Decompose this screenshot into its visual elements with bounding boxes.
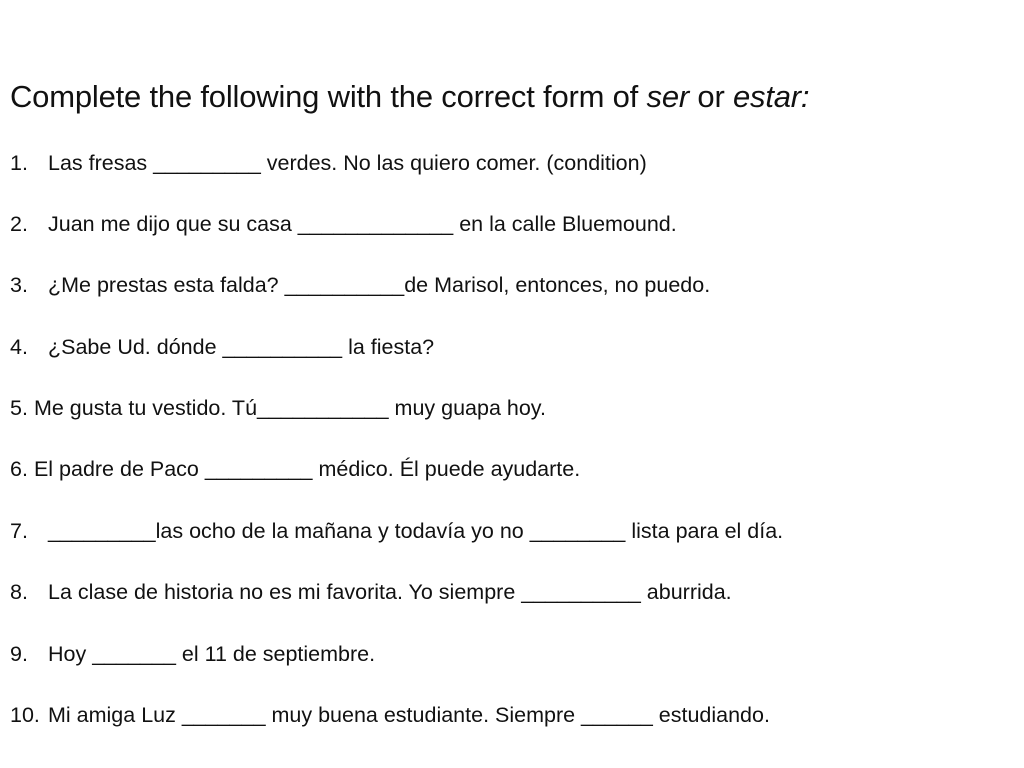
item-number: 6. [10, 457, 28, 481]
item-text-after: lista para el día. [625, 519, 784, 543]
item-number: 2. [10, 212, 28, 236]
item-text-before: El padre de Paco [33, 457, 205, 481]
item-text-after: de Marisol, entonces, no puedo. [404, 273, 711, 297]
exercise-item-5 [10, 395, 546, 421]
answer-blank: _________ [48, 519, 156, 543]
exercise-item-9 [10, 641, 375, 667]
item-number: 10. [10, 703, 40, 727]
item-number: 7. [10, 519, 28, 543]
answer-blank: __________ [222, 335, 343, 359]
item-text-after: la fiesta? [342, 335, 435, 359]
exercise-item-10 [10, 702, 770, 728]
item-text: Las fresas _________ verdes. No las quiero comer. (condition) [48, 151, 647, 175]
item-text-after: médico. Él puede ayudarte. [312, 457, 581, 481]
item-number: 4. [10, 335, 28, 359]
item-text-after: muy guapa hoy. [388, 396, 546, 420]
exercise-item-8 [10, 579, 732, 605]
item-text-before: Me gusta tu vestido. Tú [33, 396, 258, 420]
answer-blank: __________ [284, 273, 405, 297]
answer-blank: _________ [204, 457, 313, 481]
item-number: 1. [10, 151, 28, 175]
exercise-item-7 [10, 518, 783, 544]
item-number: 5. [10, 396, 28, 420]
answer-blank: ___________ [257, 396, 389, 420]
item-text: Mi amiga Luz _______ muy buena estudiante. Siempre ______ estudiando. [48, 703, 770, 727]
item-text-before: ¿Sabe Ud. dónde [48, 335, 223, 359]
item-text: Juan me dijo que su casa _____________ en la calle Bluemound. [48, 212, 677, 236]
answer-blank: ________ [529, 519, 626, 543]
title-or: or [688, 79, 733, 114]
title-text: Complete the following with the correct form of [10, 79, 647, 114]
item-text: Hoy _______ el 11 de septiembre. [48, 642, 376, 666]
item-text-before: ¿Me prestas esta falda? [48, 273, 285, 297]
title-ser: ser [646, 79, 689, 114]
item-number: 3. [10, 273, 28, 297]
exercise-item-2 [10, 211, 677, 237]
item-number: 8. [10, 580, 28, 604]
item-number: 9. [10, 642, 28, 666]
title-estar: estar: [732, 79, 810, 114]
exercise-item-6 [10, 456, 580, 482]
exercise-item-3 [10, 272, 710, 298]
exercise-item-1 [10, 150, 647, 176]
worksheet-title [10, 78, 809, 116]
exercise-item-4 [10, 334, 434, 360]
item-text-middle: las ocho de la mañana y todavía yo no [155, 519, 530, 543]
item-text: La clase de historia no es mi favorita. Yo siempre __________ aburrida. [48, 580, 732, 604]
